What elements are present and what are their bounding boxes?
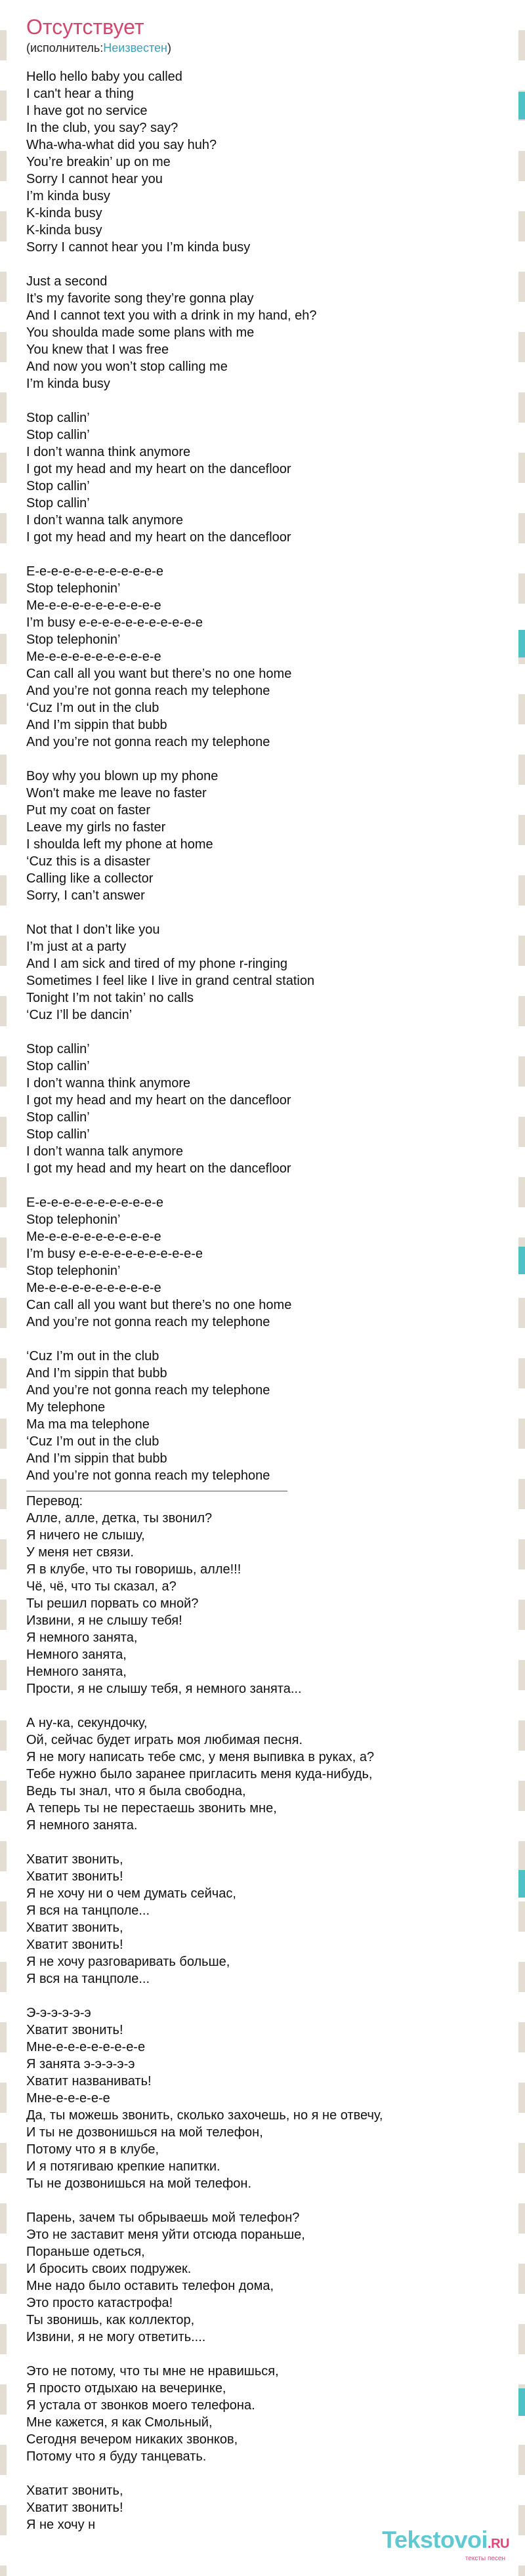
- lyric-line: А ну-ка, секундочку,: [26, 1716, 148, 1730]
- lyric-line: I’m kinda busy: [26, 189, 110, 203]
- lyric-line: У меня нет связи.: [26, 1545, 134, 1560]
- lyric-line: Мне-е-е-е-е-е-е-е-е: [26, 2040, 146, 2054]
- lyric-line: Я занята э-э-э-э-э: [26, 2057, 135, 2071]
- lyric-line: And you’re not gonna reach my telephone: [26, 1315, 270, 1329]
- right-strip-accent: [518, 1247, 525, 1274]
- stanza-gap: [26, 546, 512, 563]
- lyric-line: I got my head and my heart on the dancefloor: [26, 462, 291, 476]
- lyric-line: Потому что я в клубе,: [26, 2142, 159, 2157]
- lyric-line: Stop telephonin’: [26, 581, 121, 596]
- lyric-line: Can call all you want but there’s no one home: [26, 667, 292, 681]
- lyric-line: Ты звонишь, как коллектор,: [26, 2313, 195, 2327]
- lyric-line: И бросить своих подружек.: [26, 2262, 192, 2276]
- lyric-line: I’m kinda busy: [26, 377, 110, 391]
- right-strip-accent: [518, 2388, 525, 2416]
- lyric-line: Хватит звонить!: [26, 2023, 123, 2037]
- stanza-gap: [26, 256, 512, 273]
- lyric-line: Just a second: [26, 274, 108, 289]
- stanza-gap: [26, 751, 512, 768]
- lyric-line: Мне надо было оставить телефон дома,: [26, 2279, 274, 2293]
- lyric-line: And you’re not gonna reach my telephone: [26, 1383, 270, 1398]
- lyric-line: ‘Cuz I’ll be dancin’: [26, 1008, 133, 1022]
- lyrics-body: [26, 68, 512, 2533]
- lyric-line: Немного занята,: [26, 1665, 127, 1679]
- translation-lyrics: [26, 1493, 512, 2533]
- lyric-line: My telephone: [26, 1400, 106, 1415]
- lyric-line: And now you won’t stop calling me: [26, 360, 228, 374]
- lyric-line: Это не потому, что ты мне не нравишься,: [26, 2364, 279, 2379]
- lyric-line: Потому что я буду танцевать.: [26, 2449, 207, 2464]
- lyric-line: Хватит звонить,: [26, 2483, 123, 2498]
- lyric-line: Перевод:: [26, 1494, 83, 1508]
- lyric-line: Stop callin’: [26, 1059, 90, 1073]
- lyric-line: Me-e-e-e-e-e-e-e-e-e-e: [26, 650, 161, 664]
- lyric-line: Stop callin’: [26, 496, 90, 510]
- stanza-gap: [26, 2465, 512, 2482]
- lyric-line: ‘Cuz this is a disaster: [26, 854, 150, 869]
- lyric-line: Я не могу написать тебе смс, у меня выпивка в руках, а?: [26, 1750, 375, 1764]
- lyric-line: It’s my favorite song they’re gonna play: [26, 291, 254, 306]
- stanza-gap: [26, 2192, 512, 2209]
- lyric-line: Stop callin’: [26, 428, 90, 442]
- lyric-line: Calling like a collector: [26, 871, 154, 886]
- artist-link[interactable]: Неизвестен: [103, 41, 167, 54]
- lyric-line: Sometimes I feel like I live in grand central station: [26, 974, 315, 988]
- lyric-line: I shoulda left my phone at home: [26, 837, 213, 852]
- lyric-line: Can call all you want but there’s no one home: [26, 1298, 292, 1312]
- lyric-line: Хватит названивать!: [26, 2074, 152, 2088]
- lyric-line: Hello hello baby you called: [26, 70, 182, 84]
- site-logo[interactable]: [382, 2527, 509, 2563]
- lyric-line: Да, ты можешь звонить, сколько захочешь, но я не отвечу,: [26, 2108, 383, 2123]
- lyric-line: Me-e-e-e-e-e-e-e-e-e-e: [26, 1281, 161, 1295]
- lyric-line: And you’re not gonna reach my telephone: [26, 1468, 270, 1483]
- lyric-line: I’m busy e-e-e-e-e-e-e-e-e-e-e: [26, 1247, 203, 1261]
- lyric-line: Сегодня вечером никаких звонков,: [26, 2432, 238, 2447]
- lyric-line: Я вся на танцполе...: [26, 1972, 150, 1986]
- lyric-line: I don’t wanna talk anymore: [26, 1144, 184, 1159]
- lyric-line: And I am sick and tired of my phone r-ringing: [26, 957, 287, 971]
- artist-line: [26, 41, 512, 55]
- lyric-line: And I cannot text you with a drink in my hand, eh?: [26, 308, 317, 323]
- lyric-line: Stop callin’: [26, 479, 90, 493]
- lyric-line: I got my head and my heart on the dancefloor: [26, 530, 291, 545]
- lyric-line: Я просто отдыхаю на вечеринке,: [26, 2381, 226, 2396]
- lyric-line: I’m just at a party: [26, 940, 127, 954]
- lyric-line: Sorry I cannot hear you I’m kinda busy: [26, 240, 251, 255]
- lyric-line: А теперь ты не перестаешь звонить мне,: [26, 1801, 277, 1816]
- lyric-line: Хватит звонить!: [26, 1869, 123, 1884]
- lyric-line: And you’re not gonna reach my telephone: [26, 684, 270, 698]
- lyric-line: Хватит звонить,: [26, 1852, 123, 1867]
- lyric-line: Tonight I’m not takin’ no calls: [26, 991, 194, 1005]
- lyric-line: Я не хочу н: [26, 2518, 96, 2532]
- lyric-line: Stop telephonin’: [26, 633, 121, 647]
- lyric-line: Мне кажется, я как Смольный,: [26, 2415, 213, 2430]
- lyric-line: Stop telephonin’: [26, 1264, 121, 1278]
- lyric-line: Я не хочу разговаривать больше,: [26, 1955, 230, 1969]
- lyric-line: Хватит звонить,: [26, 1921, 123, 1935]
- lyric-line: Put my coat on faster: [26, 803, 150, 818]
- lyric-line: Парень, зачем ты обрываешь мой телефон?: [26, 2211, 300, 2225]
- lyric-line: K-kinda busy: [26, 223, 102, 238]
- lyric-line: Stop callin’: [26, 411, 90, 425]
- lyric-line: Sorry, I can’t answer: [26, 888, 145, 903]
- lyric-line: Ma ma ma telephone: [26, 1417, 150, 1432]
- lyric-line: Пораньше одеться,: [26, 2245, 145, 2259]
- lyric-line: Ведь ты знал, что я была свободна,: [26, 1784, 246, 1798]
- stanza-gap: [26, 1331, 512, 1348]
- right-background-strip: [518, 0, 525, 2576]
- lyric-line: Хватит звонить!: [26, 1938, 123, 1952]
- lyric-line: Я вся на танцполе...: [26, 1903, 150, 1918]
- lyric-line: Ты не дозвонишься на мой телефон.: [26, 2176, 252, 2191]
- lyric-line: Stop callin’: [26, 1110, 90, 1125]
- lyric-line: Алле, алле, детка, ты звонил?: [26, 1511, 213, 1526]
- lyric-line: Э-э-э-э-э-э: [26, 2006, 91, 2020]
- song-title: Отсутствует: [26, 15, 144, 39]
- lyric-line: Я немного занята.: [26, 1818, 138, 1833]
- lyric-line: In the club, you say? say?: [26, 121, 178, 135]
- stanza-gap: [26, 1024, 512, 1041]
- stanza-gap: [26, 1177, 512, 1194]
- stanza-gap: [26, 1697, 512, 1714]
- lyric-line: I don’t wanna think anymore: [26, 445, 191, 459]
- lyric-line: Me-e-e-e-e-e-e-e-e-e-e: [26, 1230, 161, 1244]
- lyric-line: I got my head and my heart on the dancefloor: [26, 1093, 291, 1108]
- lyric-line: I can't hear a thing: [26, 87, 134, 101]
- lyric-line: And you’re not gonna reach my telephone: [26, 735, 270, 749]
- lyric-line: I got my head and my heart on the dancefloor: [26, 1161, 291, 1176]
- lyric-line: Я немного занята,: [26, 1631, 138, 1645]
- artist-suffix: ): [167, 41, 171, 54]
- lyric-line: Wha-wha-what did you say huh?: [26, 138, 217, 152]
- lyric-line: Я в клубе, что ты говоришь, алле!!!: [26, 1562, 242, 1577]
- lyric-line: E-e-e-e-e-e-e-e-e-e-e-e: [26, 564, 163, 579]
- lyric-line: Это просто катастрофа!: [26, 2296, 173, 2310]
- logo-tagline: тексты песен: [465, 2555, 505, 2562]
- lyric-line: Прости, я не слышу тебя, я немного занята...: [26, 1682, 302, 1696]
- lyric-line: Not that I don’t like you: [26, 923, 160, 937]
- lyric-line: And I’m sippin that bubb: [26, 1451, 167, 1466]
- artist-prefix: (исполнитель:: [26, 41, 104, 54]
- lyric-line: Немного занята,: [26, 1648, 127, 1662]
- lyric-line: E-e-e-e-e-e-e-e-e-e-e-e: [26, 1195, 163, 1210]
- lyric-line: Мне-е-е-е-е-е: [26, 2091, 110, 2106]
- lyric-line: Это не заставит меня уйти отсюда пораньше,: [26, 2228, 305, 2242]
- lyric-line: Sorry I cannot hear you: [26, 172, 163, 186]
- lyric-line: I don’t wanna talk anymore: [26, 513, 184, 528]
- lyric-line: Stop telephonin’: [26, 1213, 121, 1227]
- lyric-line: K-kinda busy: [26, 206, 102, 220]
- lyric-line: Stop callin’: [26, 1127, 90, 1142]
- lyric-line: Ой, сейчас будет играть моя любимая песня.: [26, 1733, 303, 1747]
- right-strip-accent: [518, 92, 525, 119]
- lyric-line: Won't make me leave no faster: [26, 786, 207, 800]
- lyric-line: You knew that I was free: [26, 343, 169, 357]
- logo-name: Tekstovoi: [382, 2526, 488, 2553]
- lyric-line: Я устала от звонков моего телефона.: [26, 2398, 255, 2413]
- lyric-line: I have got no service: [26, 104, 148, 118]
- stanza-gap: [26, 904, 512, 921]
- lyric-line: I’m busy e-e-e-e-e-e-e-e-e-e-e: [26, 615, 203, 630]
- lyric-line: Stop callin’: [26, 1042, 90, 1056]
- lyric-line: Ты решил порвать со мной?: [26, 1596, 199, 1611]
- lyric-line: And I’m sippin that bubb: [26, 718, 167, 732]
- lyric-line: Хватит звонить!: [26, 2501, 123, 2515]
- logo-wordmark: [382, 2527, 509, 2556]
- lyric-line: Leave my girls no faster: [26, 820, 166, 835]
- lyrics-page: [7, 0, 518, 2576]
- lyric-line: Я не хочу ни о чем думать сейчас,: [26, 1886, 236, 1901]
- lyric-line: ‘Cuz I’m out in the club: [26, 1434, 159, 1449]
- lyric-line: I don’t wanna think anymore: [26, 1076, 191, 1091]
- lyric-line: You shoulda made some plans with me: [26, 325, 255, 340]
- lyric-line: And I’m sippin that bubb: [26, 1366, 167, 1381]
- lyric-line: ‘Cuz I’m out in the club: [26, 701, 159, 715]
- stanza-gap: [26, 1834, 512, 1851]
- lyric-line: Извини, я не слышу тебя!: [26, 1613, 182, 1628]
- right-strip-accent: [518, 630, 525, 657]
- lyric-line: Тебе нужно было заранее пригласить меня куда-нибудь,: [26, 1767, 373, 1781]
- left-background-strip: [0, 0, 7, 2576]
- lyric-line: Я ничего не слышу,: [26, 1528, 145, 1543]
- original-lyrics: [26, 68, 512, 1484]
- lyrics-content: [26, 0, 512, 2533]
- stanza-gap: [26, 2346, 512, 2363]
- right-strip-accent: [518, 1870, 525, 1898]
- lyric-line: You’re breakin’ up on me: [26, 155, 171, 169]
- lyric-line: ‘Cuz I’m out in the club: [26, 1349, 159, 1363]
- lyric-line: Boy why you blown up my phone: [26, 769, 219, 783]
- lyric-line: И я потягиваю крепкие напитки.: [26, 2159, 220, 2174]
- lyric-line: Чё, чё, что ты сказал, а?: [26, 1579, 177, 1594]
- lyric-line: Me-e-e-e-e-e-e-e-e-e-e: [26, 598, 161, 613]
- lyric-line: Извини, я не могу ответить....: [26, 2330, 206, 2344]
- stanza-gap: [26, 392, 512, 409]
- stanza-gap: [26, 1987, 512, 2005]
- lyric-line: И ты не дозвонишься на мой телефон,: [26, 2125, 263, 2140]
- logo-tld: .RU: [488, 2537, 509, 2551]
